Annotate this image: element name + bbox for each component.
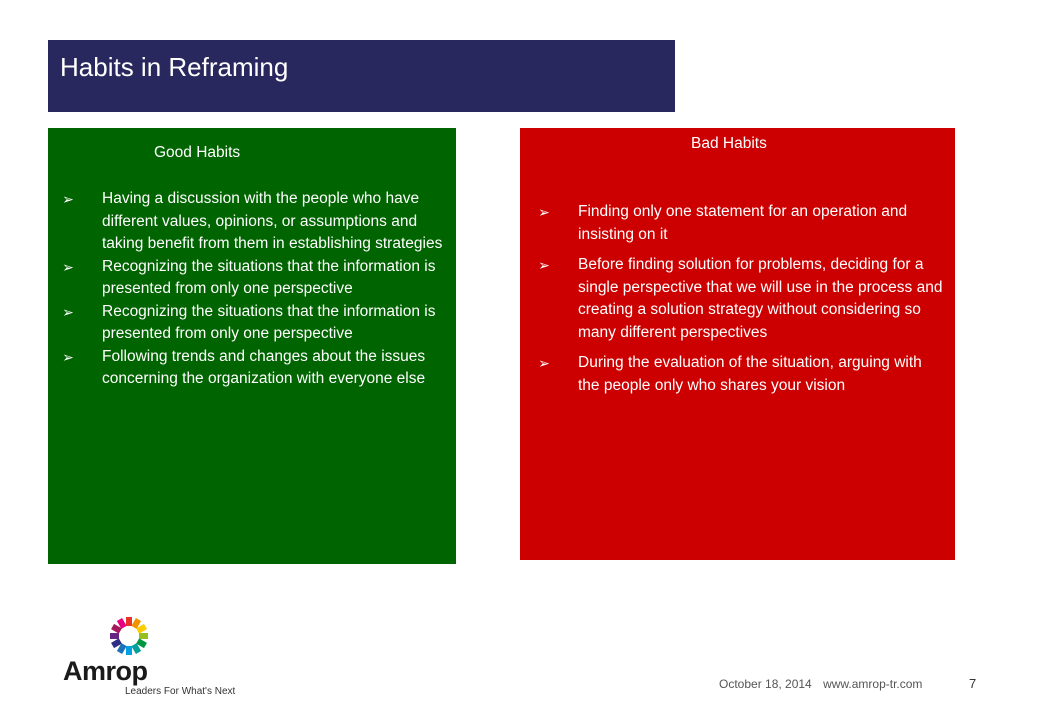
list-item (58, 188, 448, 256)
slide-title: Habits in Reframing (60, 52, 289, 82)
bad-habits-list (534, 201, 946, 405)
list-item (58, 256, 448, 301)
good-habits-list (58, 188, 448, 391)
arrow-bullet-icon: ➢ (538, 257, 550, 273)
title-bar (48, 40, 675, 112)
list-item-text: During the evaluation of the situation, arguing with the people only who shares your vision (578, 354, 922, 394)
page-number: 7 (969, 676, 977, 691)
arrow-bullet-icon: ➢ (62, 191, 74, 207)
logo-brand-text: Amrop (63, 656, 148, 686)
good-habits-heading: Good Habits (154, 144, 241, 161)
arrow-bullet-icon: ➢ (62, 348, 74, 365)
list-item (534, 352, 946, 397)
bad-habits-heading: Bad Habits (691, 135, 767, 152)
list-item (58, 301, 448, 346)
footer (719, 677, 930, 691)
list-item-text: Before finding solution for problems, deciding for a single perspective that we will use in the process and creating a solution strategy without considering so many different perspectives (578, 256, 943, 341)
bad-habits-panel (520, 128, 955, 560)
footer-date: October 18, 2014 (719, 677, 812, 691)
arrow-bullet-icon: ➢ (62, 258, 74, 275)
logo-tagline: Leaders For What's Next (125, 686, 236, 697)
arrow-bullet-icon: ➢ (538, 204, 550, 220)
arrow-bullet-icon: ➢ (62, 303, 74, 320)
list-item-text: Recognizing the situations that the information is presented from only one perspective (102, 302, 436, 342)
logo-ring-icon (107, 614, 151, 658)
list-item-text: Following trends and changes about the issues concerning the organization with everyone else (102, 347, 426, 387)
list-item (534, 254, 946, 344)
list-item-text: Recognizing the situations that the information is presented from only one perspective (102, 257, 436, 297)
list-item (58, 346, 448, 391)
arrow-bullet-icon: ➢ (538, 355, 550, 371)
good-habits-panel (48, 128, 456, 564)
footer-url: www.amrop-tr.com (823, 677, 923, 691)
list-item (534, 201, 946, 246)
list-item-text: Finding only one statement for an operation and insisting on it (578, 203, 908, 243)
amrop-logo (63, 612, 263, 702)
list-item-text: Having a discussion with the people who have different values, opinions, or assumptions and taking benefit from them in establishing strategies (102, 190, 443, 252)
